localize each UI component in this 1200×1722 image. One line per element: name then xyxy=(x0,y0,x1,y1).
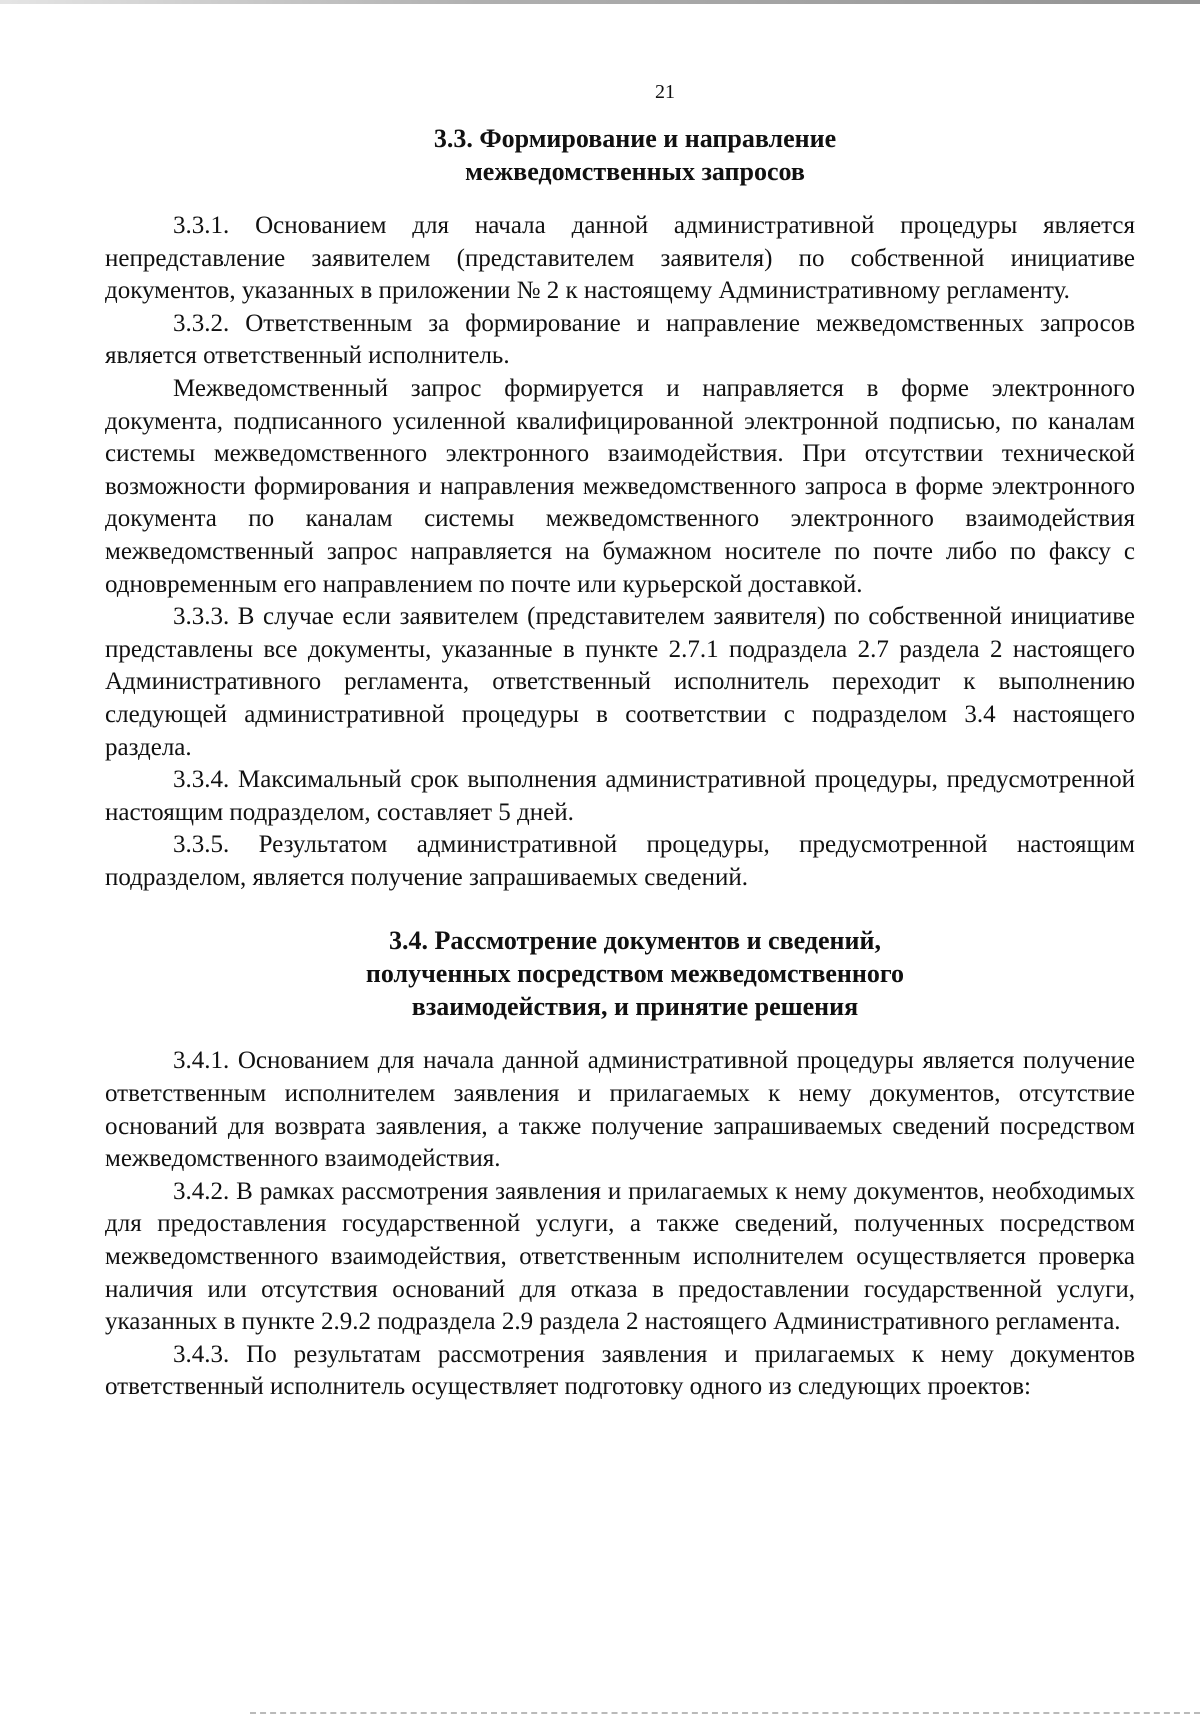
section-3-4-title-line2: полученных посредством межведомственного xyxy=(365,959,905,989)
page-number: 21 xyxy=(655,81,675,103)
section-3-3-title-line1: 3.3. Формирование и направление xyxy=(433,124,837,153)
section-3-3-title xyxy=(105,122,1135,188)
paragraph-3-4-1: 3.4.1. Основанием для начала данной административной процедуры является получение ответственным исполнителем заявления и прилагаемых к нему документов, отсутствие оснований для возврата заявления, а также получение запрашиваемых сведений посредством межведомственного взаимодействия. xyxy=(105,1047,1135,1173)
paragraph-3-3-4: 3.3.4. Максимальный срок выполнения административной процедуры, предусмотренной настоящим подразделом, составляет 5 дней. xyxy=(105,766,1135,826)
paragraph-3-4-3: 3.4.3. По результатам рассмотрения заявления и прилагаемых к нему документов ответственный исполнитель осуществляет подготовку одного из следующих проектов: xyxy=(105,1340,1135,1401)
paragraph-3-3-2-cont: Межведомственный запрос формируется и направляется в форме электронного документа, подписанного усиленной квалифицированной электронной подписью, по каналам системы межведомственного электронного взаимодействия. При отсутствии технической возможности формирования и направления межведомственного запроса в форме электронного документа по каналам системы межведомственного электронного взаимодействия межведомственный запрос направляется на бумажном носителе по почте либо по факсу с одновременным его направлением по почте или курьерской доставкой. xyxy=(105,374,1135,598)
paragraph-3-3-1: 3.3.1. Основанием для начала данной административной процедуры является непредставление заявителем (представителем заявителя) по собственной инициативе документов, указанных в приложении № 2 к настоящему Административному регламенту. xyxy=(105,212,1135,305)
section-3-3-title-line2: межведомственных запросов xyxy=(465,157,805,186)
paragraph-3-3-3: 3.3.3. В случае если заявителем (представителем заявителя) по собственной инициативе представлены все документы, указанные в пункте 2.7.1 подраздела 2.7 раздела 2 настоящего Административного регламента, ответственный исполнитель переходит к выполнению следующей административной процедуры в соответствии с подразделом 3.4 настоящего раздела. xyxy=(105,603,1135,761)
page-content xyxy=(105,78,1135,1404)
paragraph-3-3-2: 3.3.2. Ответственным за формирование и направление межведомственных запросов является ответственный исполнитель. xyxy=(105,309,1135,370)
paragraph-3-4-2: 3.4.2. В рамках рассмотрения заявления и прилагаемых к нему документов, необходимых для предоставления государственной услуги, а также сведений, полученных посредством межведомственного взаимодействия, ответственным исполнителем осуществляется проверка наличия или отсутствия оснований для отказа в предоставлении государственной услуги, указанных в пункте 2.9.2 подраздела 2.9 раздела 2 настоящего Административного регламента. xyxy=(105,1177,1135,1336)
scan-bottom-edge xyxy=(250,1712,1200,1716)
section-3-4-title-line3: взаимодействия, и принятие решения xyxy=(411,992,859,1022)
scan-top-edge xyxy=(0,0,1200,4)
section-3-4-title xyxy=(105,924,1135,1023)
section-3-4-title-line1: 3.4. Рассмотрение документов и сведений, xyxy=(389,926,881,956)
section-gap xyxy=(105,894,1135,924)
paragraph-3-3-5: 3.3.5. Результатом административной процедуры, предусмотренной настоящим подразделом, является получение запрашиваемых сведений. xyxy=(105,831,1135,891)
